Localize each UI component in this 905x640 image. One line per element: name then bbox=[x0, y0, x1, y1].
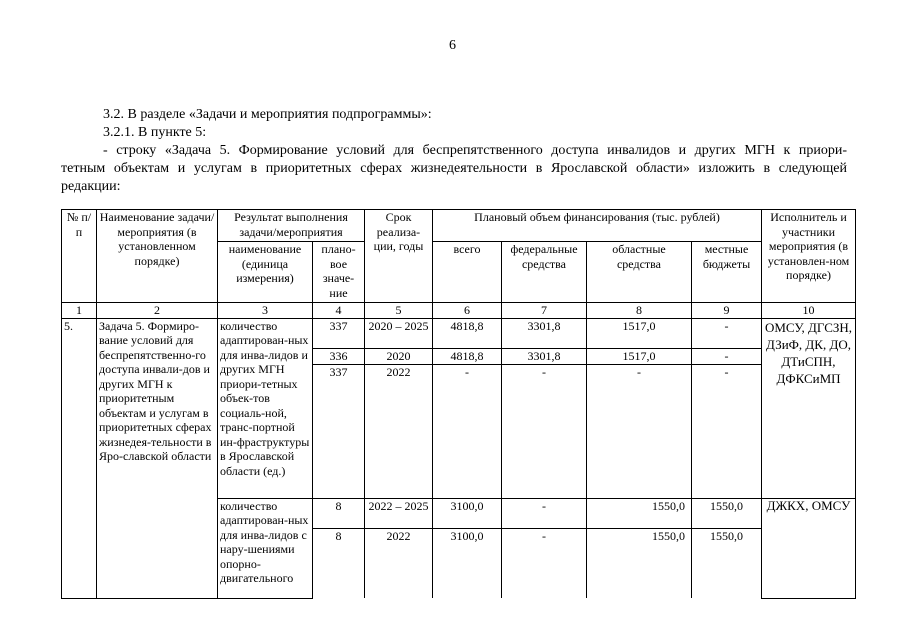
regional-value: 1550,0 bbox=[587, 528, 692, 598]
header-num: № п/п bbox=[62, 210, 97, 303]
regional-value: 1517,0 bbox=[587, 348, 692, 364]
col-number: 4 bbox=[313, 303, 365, 319]
header-regional: областные средства bbox=[587, 242, 692, 303]
col-number: 3 bbox=[218, 303, 313, 319]
section-heading: 3.2. В разделе «Задачи и мероприятия подпрограммы»: bbox=[103, 107, 432, 122]
regional-value: - bbox=[587, 364, 692, 498]
executor: ОМСУ, ДГСЗН, ДЗиФ, ДК, ДО, ДТиСПН, ДФКСиМП bbox=[762, 318, 856, 498]
task-number: 5. bbox=[62, 318, 97, 598]
col-number: 9 bbox=[692, 303, 762, 319]
col-number: 10 bbox=[762, 303, 856, 319]
header-result-plan: плано-вое значе-ние bbox=[313, 242, 365, 303]
total-value: 3100,0 bbox=[433, 528, 502, 598]
tasks-table bbox=[61, 209, 856, 599]
header-local: местные бюджеты bbox=[692, 242, 762, 303]
header-executor: Исполнитель и участники мероприятия (в установлен-ном порядке) bbox=[762, 210, 856, 303]
col-number: 7 bbox=[502, 303, 587, 319]
regional-value: 1550,0 bbox=[587, 498, 692, 528]
header-total: всего bbox=[433, 242, 502, 303]
federal-value: - bbox=[502, 364, 587, 498]
local-value: - bbox=[692, 348, 762, 364]
federal-value: 3301,8 bbox=[502, 318, 587, 348]
plan-value: 337 bbox=[313, 364, 365, 498]
term-value: 2022 bbox=[365, 364, 433, 498]
term-value: 2022 bbox=[365, 528, 433, 598]
header-name: Наименование задачи/ мероприятия (в установленном порядке) bbox=[97, 210, 218, 303]
plan-value: 337 bbox=[313, 318, 365, 348]
col-number: 8 bbox=[587, 303, 692, 319]
regional-value: 1517,0 bbox=[587, 318, 692, 348]
local-value: 1550,0 bbox=[692, 528, 762, 598]
federal-value: 3301,8 bbox=[502, 348, 587, 364]
total-value: - bbox=[433, 364, 502, 498]
local-value: - bbox=[692, 364, 762, 498]
header-result-name: наименование (единица измерения) bbox=[218, 242, 313, 303]
federal-value: - bbox=[502, 528, 587, 598]
federal-value: - bbox=[502, 498, 587, 528]
total-value: 4818,8 bbox=[433, 348, 502, 364]
paragraph-line-1: - строку «Задача 5. Формирование условий для беспрепятственного доступа инвалидов и других МГН к приори- bbox=[103, 143, 847, 158]
term-value: 2020 – 2025 bbox=[365, 318, 433, 348]
col-number: 2 bbox=[97, 303, 218, 319]
indicator-name: количество адаптирован-ных для инва-лидов с нару-шениями опорно-двигательного bbox=[218, 498, 313, 598]
page-number: 6 bbox=[449, 38, 456, 53]
header-result: Результат выполнения задачи/мероприятия bbox=[218, 210, 365, 242]
executor: ДЖКХ, ОМСУ bbox=[762, 498, 856, 598]
header-financing: Плановый объем финансирования (тыс. рублей) bbox=[433, 210, 762, 242]
plan-value: 336 bbox=[313, 348, 365, 364]
plan-value: 8 bbox=[313, 498, 365, 528]
paragraph-line-3: редакции: bbox=[61, 179, 121, 194]
col-number: 1 bbox=[62, 303, 97, 319]
term-value: 2020 bbox=[365, 348, 433, 364]
header-term: Срок реализа-ции, годы bbox=[365, 210, 433, 303]
total-value: 3100,0 bbox=[433, 498, 502, 528]
term-value: 2022 – 2025 bbox=[365, 498, 433, 528]
subsection-heading: 3.2.1. В пункте 5: bbox=[103, 125, 207, 140]
total-value: 4818,8 bbox=[433, 318, 502, 348]
local-value: - bbox=[692, 318, 762, 348]
paragraph-line-2: тетным объектам и услугам в приоритетных сферах жизнедеятельности в Ярославской области» изложить в следующей bbox=[61, 161, 847, 176]
indicator-name: количество адаптирован-ных для инва-лидов и других МГН приори-тетных объек-тов социаль-ной, транс-портной ин-фраструктуры в Ярославской области (ед.) bbox=[218, 318, 313, 498]
local-value: 1550,0 bbox=[692, 498, 762, 528]
col-number: 6 bbox=[433, 303, 502, 319]
col-number: 5 bbox=[365, 303, 433, 319]
plan-value: 8 bbox=[313, 528, 365, 598]
task-name: Задача 5. Формиро-вание условий для беспрепятственно-го доступа инвали-дов и других МГН к приоритетным объектам и услугам в приоритетных сферах жизнедея-тельности в Яро-славской области bbox=[97, 318, 218, 598]
header-federal: федеральные средства bbox=[502, 242, 587, 303]
